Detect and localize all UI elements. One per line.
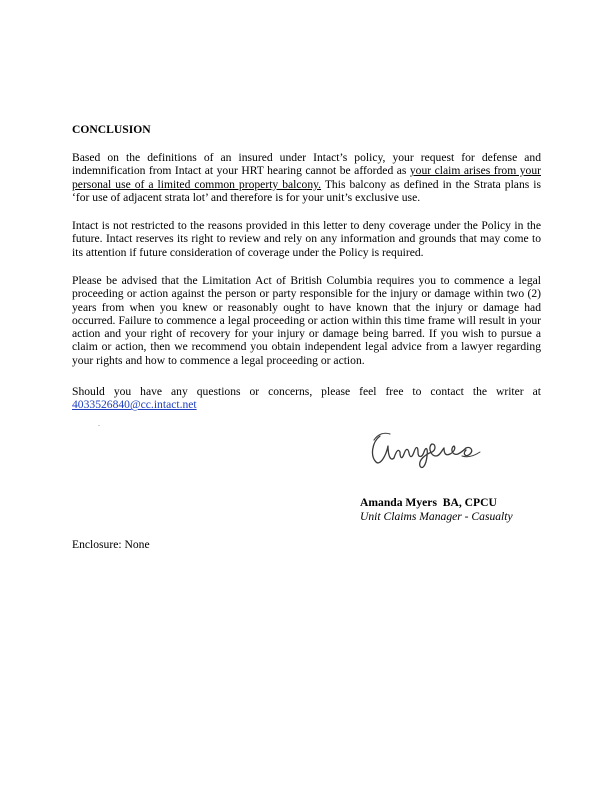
paragraph-coverage-decision-text-1: Based on the definitions of an insured under Intact’s policy, your request for defense and indemnification from Intact at your HRT hearing cannot be afforded as: [72, 151, 541, 178]
enclosure-line: Enclosure: None: [72, 538, 150, 551]
paragraph-coverage-decision-text-2: This balcony as defined in the Strata plans is ‘for use of adjacent strata lot’ and therefore is for your unit’s exclusive use.: [72, 177, 541, 204]
signatory-title: Unit Claims Manager - Casualty: [360, 510, 513, 523]
paragraph-limitation-act: Please be advised that the Limitation Act of British Columbia requires you to commence a legal proceeding or action against the person or party responsible for the injury or damage within two (2) years from when you knew or reasonably ought to have known that the injury or damage had occurred. Failure to commence a legal proceeding or action within this time frame will result in your action and your right of recovery for your injury or damage being barred. If you wish to pursue a claim or action, then we recommend you obtain independent legal advice from a lawyer regarding your rights and how to commence a legal proceeding or action.: [72, 274, 541, 367]
section-heading: CONCLUSION: [72, 123, 151, 136]
paragraph-reservation-of-rights: Intact is not restricted to the reasons provided in this letter to deny coverage under the Policy in the future. Intact reserves its right to review and rely on any information and grounds that may come to its attention if future consideration of coverage under the Policy is required.: [72, 219, 541, 259]
paragraph-coverage-decision: [72, 151, 541, 204]
handwritten-signature: [366, 426, 486, 472]
contact-text: Should you have any questions or concerns, please feel free to contact the writer at: [72, 385, 541, 398]
scan-speck: [98, 425, 100, 426]
paragraph-contact: [72, 385, 541, 412]
contact-email-link[interactable]: 4033526840@cc.intact.net: [72, 398, 197, 412]
underlined-reason: your claim arises from your personal use of a limited common property balcony.: [72, 164, 541, 191]
signatory-name: Amanda Myers BA, CPCU: [360, 496, 497, 509]
